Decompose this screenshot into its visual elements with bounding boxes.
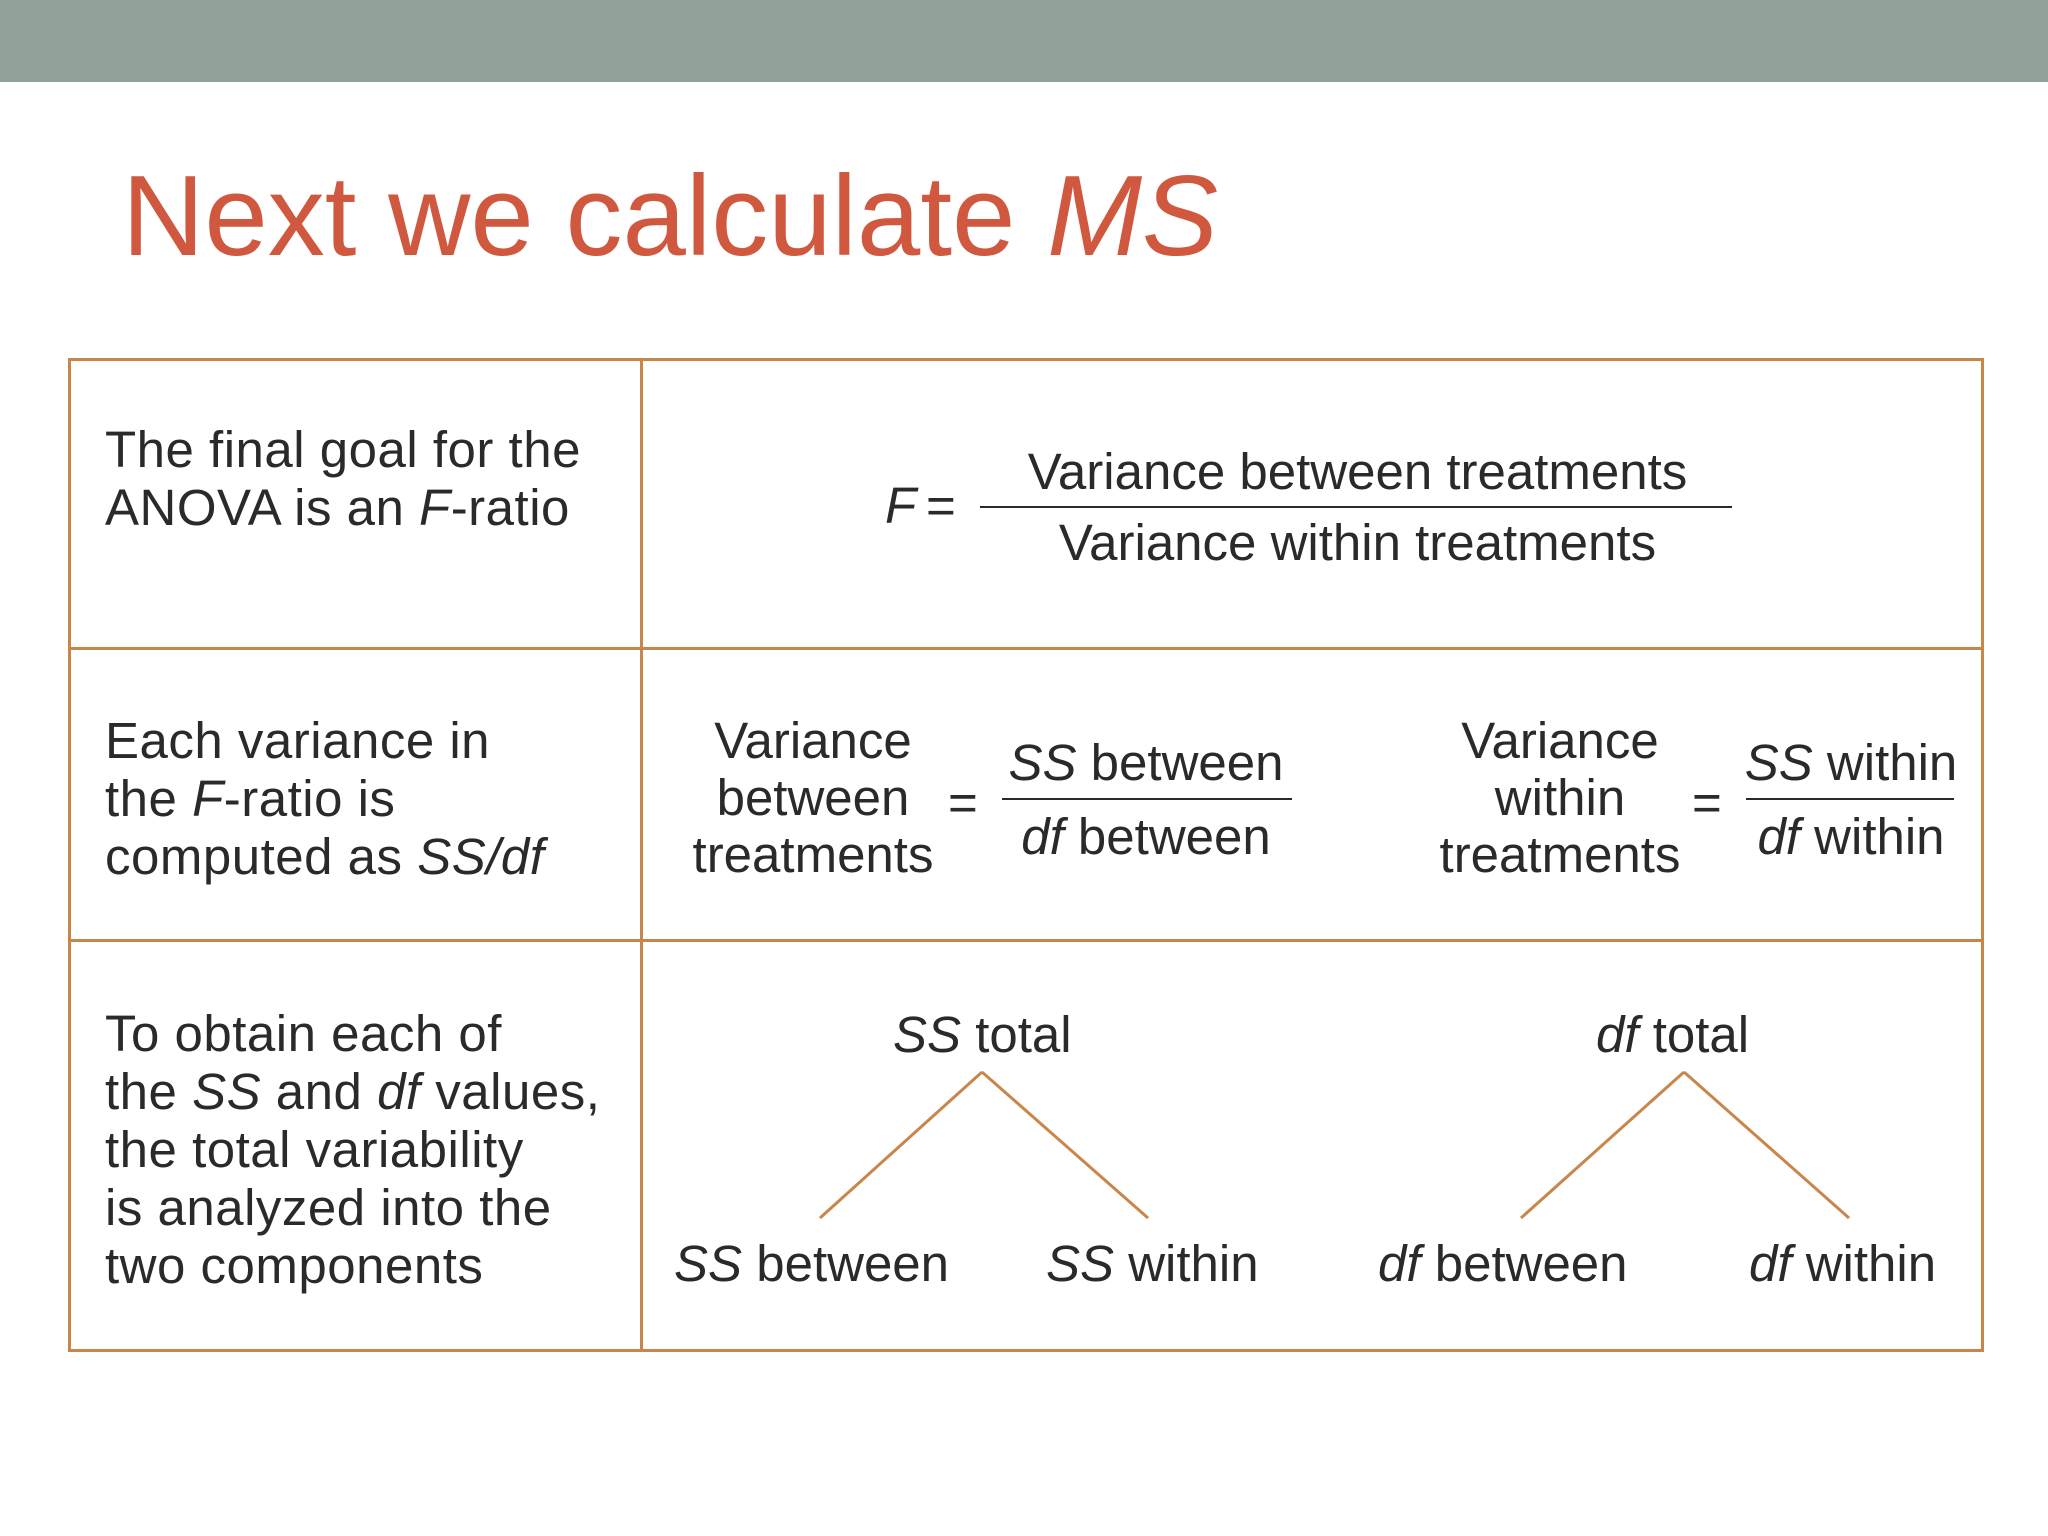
df-symbol: df bbox=[1596, 1006, 1639, 1063]
row1-desc-f: F bbox=[419, 479, 451, 536]
row3-desc-line5: two components bbox=[105, 1237, 484, 1294]
ss-symbol: SS bbox=[1046, 1235, 1115, 1292]
ss-total-node bbox=[893, 1005, 1072, 1064]
df-total-node bbox=[1596, 1005, 1749, 1064]
row1-desc-line1: The final goal for the bbox=[105, 421, 581, 478]
df-symbol: df bbox=[1749, 1235, 1792, 1292]
ss-symbol: SS bbox=[1744, 734, 1813, 791]
row3-desc-line3: the total variability bbox=[105, 1121, 524, 1178]
within-word: within bbox=[1114, 1235, 1259, 1292]
vw-line3: treatments bbox=[1439, 826, 1681, 883]
ss-symbol: SS bbox=[1008, 734, 1077, 791]
ss-symbol: SS bbox=[893, 1006, 962, 1063]
df-symbol: df bbox=[1757, 808, 1800, 865]
row2-desc-the: the bbox=[105, 770, 193, 827]
row2-desc-f: F bbox=[192, 770, 224, 827]
ss-between-node bbox=[674, 1234, 949, 1293]
title-italic: MS bbox=[1047, 153, 1219, 280]
f-symbol: F bbox=[885, 477, 917, 534]
total-word: total bbox=[1638, 1006, 1750, 1063]
row3-desc-values: values, bbox=[420, 1063, 601, 1120]
row3-desc-ss: SS bbox=[192, 1063, 262, 1120]
between-word: between bbox=[1076, 734, 1284, 791]
row1-desc-text: ANOVA is an bbox=[105, 479, 420, 536]
f-numerator: Variance between treatments bbox=[1027, 443, 1688, 500]
df-symbol: df bbox=[1378, 1235, 1421, 1292]
f-equals: = bbox=[926, 477, 956, 534]
f-denominator: Variance within treatments bbox=[1058, 514, 1657, 571]
row2-desc-line1: Each variance in bbox=[105, 712, 491, 769]
df-within-node bbox=[1749, 1234, 1936, 1293]
vb-line3: treatments bbox=[692, 826, 934, 883]
row3-desc-line1: To obtain each of bbox=[105, 1005, 502, 1062]
vw-equals: = bbox=[1692, 774, 1722, 831]
vb-line1: Variance bbox=[714, 712, 912, 769]
row2-desc-computed: computed as bbox=[105, 828, 418, 885]
df-symbol: df bbox=[1021, 808, 1064, 865]
vb-line2: between bbox=[716, 769, 910, 826]
df-tree-left-branch bbox=[1521, 1072, 1684, 1218]
within-word: within bbox=[1812, 734, 1958, 791]
row3-desc-line4: is analyzed into the bbox=[105, 1179, 552, 1236]
df-tree-right-branch bbox=[1684, 1072, 1849, 1218]
vw-line1: Variance bbox=[1461, 712, 1659, 769]
df-between-node bbox=[1378, 1234, 1628, 1293]
row3-desc-the: the bbox=[105, 1063, 193, 1120]
ss-symbol: SS bbox=[674, 1235, 743, 1292]
ss-tree-left-branch bbox=[820, 1072, 982, 1218]
row3-desc-and: and bbox=[261, 1063, 378, 1120]
total-word: total bbox=[961, 1006, 1072, 1063]
ss-tree-right-branch bbox=[982, 1072, 1148, 1218]
row1-desc-ratio: -ratio bbox=[450, 479, 570, 536]
between-word: between bbox=[1063, 808, 1271, 865]
vb-equals: = bbox=[948, 774, 978, 831]
row2-desc-ratio: -ratio is bbox=[223, 770, 396, 827]
within-word: within bbox=[1799, 808, 1945, 865]
row3-desc-df: df bbox=[377, 1063, 421, 1120]
vw-line2: within bbox=[1494, 769, 1626, 826]
between-word: between bbox=[1420, 1235, 1628, 1292]
within-word: within bbox=[1791, 1235, 1937, 1292]
title-text: Next we calculate bbox=[122, 153, 1048, 280]
ss-within-node bbox=[1046, 1234, 1259, 1293]
row2-desc-ssdf: SS/df bbox=[417, 828, 545, 885]
between-word: between bbox=[742, 1235, 950, 1292]
